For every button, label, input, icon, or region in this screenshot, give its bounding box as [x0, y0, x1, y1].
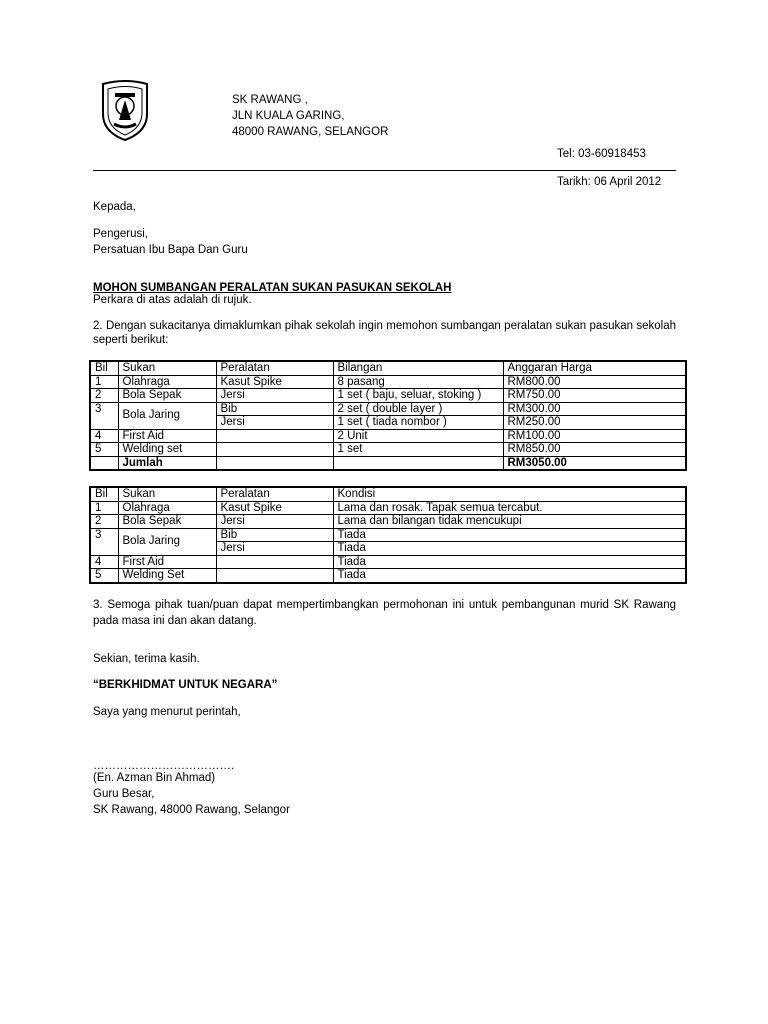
signature-block	[93, 770, 290, 818]
table-cell	[216, 569, 333, 583]
table-header: Bil	[90, 361, 118, 375]
table-cell: Welding Set	[118, 569, 216, 583]
table-cell: Bib	[216, 528, 333, 542]
table-row	[90, 501, 686, 515]
table-cell: Bola Jaring	[118, 528, 216, 555]
table-cell: Jersi	[216, 515, 333, 529]
table-row	[90, 443, 686, 457]
table-cell: Kasut Spike	[216, 501, 333, 515]
table-cell: Welding set	[118, 443, 216, 457]
closing-line: Sekian, terima kasih.	[93, 653, 200, 665]
table-cell: Bola Sepak	[118, 389, 216, 403]
signature-dots: ……………………………….	[93, 760, 235, 772]
total-label: Jumlah	[118, 456, 216, 470]
table-cell	[216, 429, 333, 443]
recipient-line: Persatuan Ibu Bapa Dan Guru	[93, 244, 248, 256]
table-header: Sukan	[118, 487, 216, 501]
respect-line: Saya yang menurut perintah,	[93, 706, 241, 718]
equipment-condition-table	[89, 486, 687, 584]
table-cell: First Aid	[118, 555, 216, 569]
table-total-row	[90, 456, 686, 470]
table-cell: RM800.00	[503, 375, 686, 389]
table-header: Anggaran Harga	[503, 361, 686, 375]
table-header: Peralatan	[216, 487, 333, 501]
sender-address	[232, 92, 388, 140]
table-cell: Bola Jaring	[118, 402, 216, 429]
total-value: RM3050.00	[503, 456, 686, 470]
table-header: Bilangan	[333, 361, 503, 375]
table-header: Kondisi	[333, 487, 686, 501]
letter-date: Tarikh: 06 April 2012	[557, 176, 662, 188]
table-header: Peralatan	[216, 361, 333, 375]
table-cell: Lama dan rosak. Tapak semua tercabut.	[333, 501, 686, 515]
table-row	[90, 528, 686, 542]
motto: “BERKHIDMAT UNTUK NEGARA”	[93, 679, 278, 691]
table-header-row	[90, 361, 686, 375]
table-row	[90, 555, 686, 569]
table-cell: RM100.00	[503, 429, 686, 443]
table-cell: 3	[90, 528, 118, 555]
table-row	[90, 375, 686, 389]
sender-line: 48000 RAWANG, SELANGOR	[232, 126, 389, 138]
table-row	[90, 389, 686, 403]
table-cell	[216, 456, 333, 470]
school-crest-icon	[97, 80, 153, 142]
table-cell: 2	[90, 389, 118, 403]
table-cell: Tiada	[333, 569, 686, 583]
table-cell: Olahraga	[118, 501, 216, 515]
table-cell: First Aid	[118, 429, 216, 443]
sender-line: SK RAWANG ,	[232, 94, 308, 106]
table-cell: RM300.00	[503, 402, 686, 416]
recipient-line: Pengerusi,	[93, 228, 148, 240]
table-cell: Bola Sepak	[118, 515, 216, 529]
table-row	[90, 515, 686, 529]
table-cell: Kasut Spike	[216, 375, 333, 389]
table-cell	[216, 555, 333, 569]
table-cell: Tiada	[333, 528, 686, 542]
table-cell: Jersi	[216, 542, 333, 556]
table-cell: 8 pasang	[333, 375, 503, 389]
table-cell: RM850.00	[503, 443, 686, 457]
table-cell: RM250.00	[503, 416, 686, 430]
table-cell: 5	[90, 443, 118, 457]
table-cell: 2	[90, 515, 118, 529]
table-cell	[90, 456, 118, 470]
header-divider	[93, 170, 676, 171]
table-cell: Jersi	[216, 416, 333, 430]
table-cell: 1 set ( baju, seluar, stoking )	[333, 389, 503, 403]
table-cell: 1 set	[333, 443, 503, 457]
table-header-row	[90, 487, 686, 501]
table-cell: 4	[90, 555, 118, 569]
equipment-cost-table	[89, 360, 687, 471]
recipient-block	[93, 226, 248, 258]
table-cell	[216, 443, 333, 457]
table-cell: 3	[90, 402, 118, 429]
salutation: Kepada,	[93, 201, 136, 213]
table-cell: 1 set ( tiada nombor )	[333, 416, 503, 430]
table-cell: RM750.00	[503, 389, 686, 403]
sender-line: JLN KUALA GARING,	[232, 110, 345, 122]
paragraph-2: 2. Dengan sukacitanya dimaklumkan pihak sekolah ingin memohon sumbangan peralatan sukan pasukan sekolah seperti berikut:	[93, 320, 676, 346]
reference-line: Perkara di atas adalah di rujuk.	[93, 294, 252, 306]
table-cell: 1	[90, 501, 118, 515]
table-cell: 4	[90, 429, 118, 443]
table-cell: 5	[90, 569, 118, 583]
table-header: Bil	[90, 487, 118, 501]
table-cell: 2 Unit	[333, 429, 503, 443]
table-cell: Bib	[216, 402, 333, 416]
signatory-name: (En. Azman Bin Ahmad)	[93, 772, 216, 784]
table-row	[90, 402, 686, 416]
table-cell: 2 set ( double layer )	[333, 402, 503, 416]
table-row	[90, 429, 686, 443]
table-header: Sukan	[118, 361, 216, 375]
table-cell: Tiada	[333, 542, 686, 556]
table-cell: Lama dan bilangan tidak mencukupi	[333, 515, 686, 529]
table-cell: Tiada	[333, 555, 686, 569]
table-cell: Olahraga	[118, 375, 216, 389]
table-cell: Jersi	[216, 389, 333, 403]
telephone: Tel: 03-60918453	[557, 148, 646, 160]
table-cell: 1	[90, 375, 118, 389]
table-cell	[333, 456, 503, 470]
signatory-title: Guru Besar,	[93, 788, 155, 800]
paragraph-3: 3. Semoga pihak tuan/puan dapat mempertimbangkan permohonan ini untuk pembangunan murid SK Rawang pada masa ini dan akan datang.	[93, 599, 676, 627]
table-row	[90, 569, 686, 583]
signatory-address: SK Rawang, 48000 Rawang, Selangor	[93, 804, 290, 816]
letter-subject: MOHON SUMBANGAN PERALATAN SUKAN PASUKAN SEKOLAH	[93, 282, 452, 294]
